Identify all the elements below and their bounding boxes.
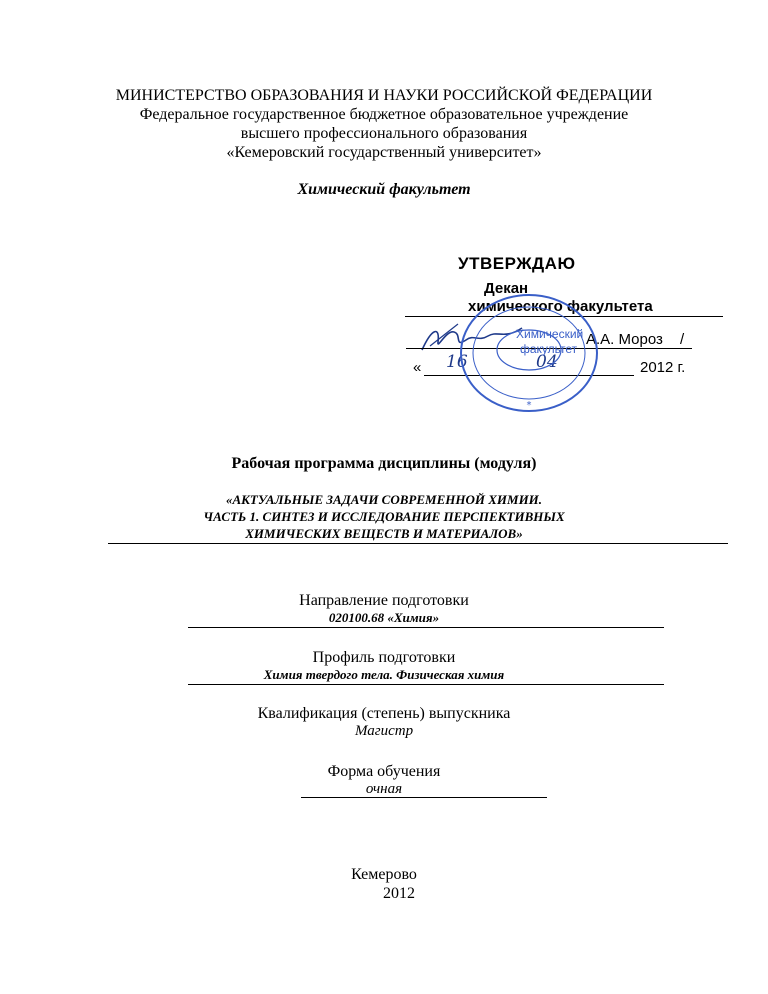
qualification-label: Квалификация (степень) выпускника [257,705,511,722]
city: Кемерово [351,866,417,883]
year: 2012 [383,885,415,902]
svg-text:*: * [526,400,532,411]
form-underline [301,797,547,798]
date-month: 04 [536,352,558,372]
form-label: Форма обучения [327,763,441,780]
course-title-line3: ХИМИЧЕСКИХ ВЕЩЕСТВ И МАТЕРИАЛОВ» [245,526,523,541]
date-day: 16 [446,352,468,372]
course-title-line2: ЧАСТЬ 1. СИНТЕЗ И ИССЛЕДОВАНИЕ ПЕРСПЕКТИВНЫХ [203,509,565,524]
university-name: «Кемеровский государственный университет» [226,144,542,161]
profile-underline [188,684,664,685]
direction-value: 020100.68 «Химия» [328,610,440,625]
qualification-value: Магистр [354,723,414,739]
course-title-underline [108,543,728,544]
date-year: 2012 г. [640,359,686,376]
approval-position-line2: химического факультета [468,298,653,315]
faculty-name: Химический факультет [297,181,471,198]
profile-value: Химия твердого тела. Физическая химия [263,667,505,682]
date-quote: « [413,359,422,376]
education-level-line: высшего профессионального образования [240,125,528,142]
name-slash: / [680,331,685,348]
profile-label: Профиль подготовки [312,649,456,666]
direction-underline [188,627,664,628]
course-title-line1: «АКТУАЛЬНЫЕ ЗАДАЧИ СОВРЕМЕННОЙ ХИМИИ. [225,492,543,507]
dean-name: А.А. Мороз [586,331,663,348]
institution-type-line: Федеральное государственное бюджетное образовательное учреждение [139,106,629,123]
stamp-text-inner1: Химический [516,327,584,341]
ministry-line: МИНИСТЕРСТВО ОБРАЗОВАНИЯ И НАУКИ РОССИЙСКОЙ ФЕДЕРАЦИИ [115,87,653,104]
approval-position-line1: Декан [484,280,529,297]
stamp-text-inner2: факультет [520,342,578,356]
approval-title: УТВЕРЖДАЮ [458,254,576,273]
program-title: Рабочая программа дисциплины (модуля) [231,455,537,472]
direction-label: Направление подготовки [299,592,469,609]
form-value: очная [365,781,403,797]
